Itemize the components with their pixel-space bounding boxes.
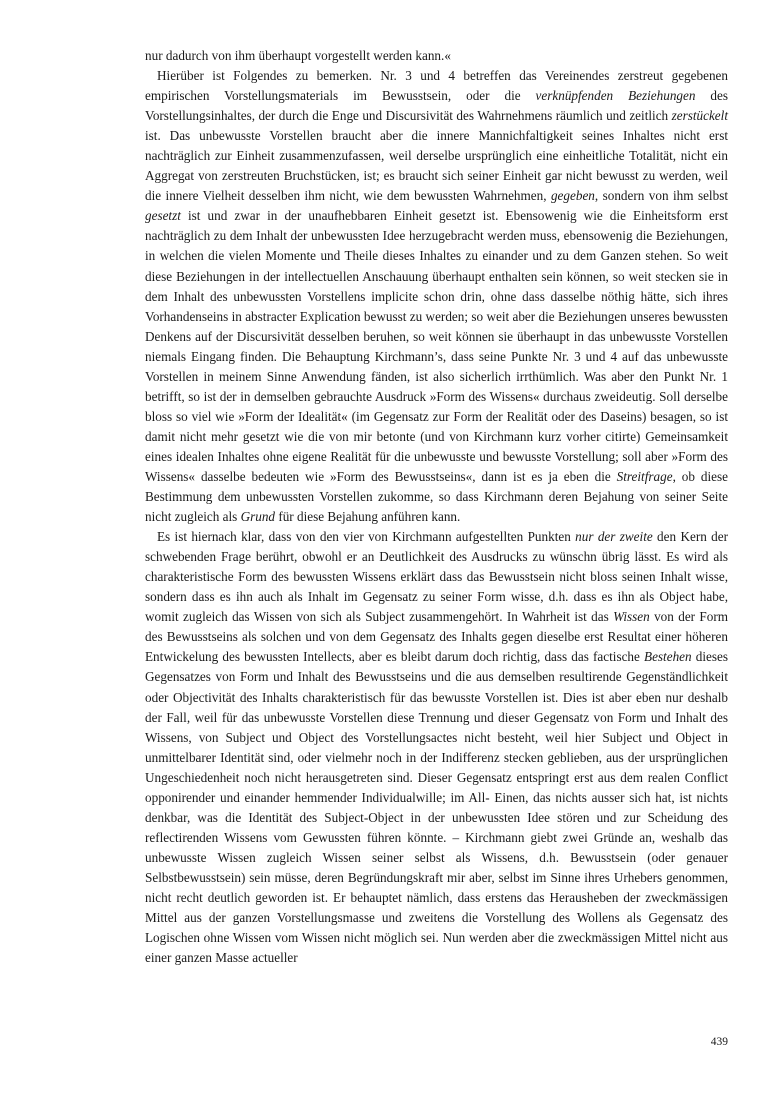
emphasized-text: Grund	[240, 509, 276, 525]
emphasized-text: gegeben	[550, 188, 595, 204]
text-run: Es ist hiernach klar, dass von den vier von Kirchmann aufgestellten Punkten	[157, 529, 576, 545]
text-run: Hierüber ist Folgendes zu bemerken. Nr. 3 und 4 betreffen das Vereinendes zerstreut gegebenen empirischen Vorstellungsmaterials im Bewusstsein, oder die	[145, 68, 728, 104]
emphasized-text: Bestehen	[644, 649, 692, 665]
emphasized-text: nur der zweite	[575, 529, 653, 545]
text-run: den Kern der schwebenden Frage berührt, obwohl er an Deutlichkeit des Ausdrucks zu wünschn übrig lässt. Es wird als charakteristische Form des bewussten Wissens erklärt dass das Bewusstsein nicht bloss seinen Inhalt wisse, sondern dass es ihn auch als Inhalt im Gegensatz zu seiner Form wisse, d.h. dass es ihn als Object habe, womit zugleich das Wissen von sich als Subject zusammengehört. In Wahrheit ist das	[145, 529, 728, 625]
emphasized-text: gesetzt	[145, 208, 181, 224]
emphasized-text: Streitfrage	[616, 468, 673, 484]
emphasized-text: Wissen	[613, 609, 650, 625]
emphasized-text: zerstückelt	[671, 108, 728, 124]
text-run: dieses Gegensatzes von Form und Inhalt des Bewusstseins und die aus demselben resultirende Gegenständlichkeit oder Objectivität des Inhalts charakteristisch für das bewusste Vorstellen ist. Dies ist aber eben nur deshalb der Fall, weil für das unbewusste Vorstellen diese Trennung und dieser Gegensatz von Form und Inhalt des Wissens, von Subject und Object des Vorstellungsactes nicht besteht, weil hier Subject und Object in unmittelbarer Identität sind, oder vielmehr noch in der Indifferenz stecken geblieben, aus der ursprünglichen Ungeschiedenheit noch nicht herausgetreten sind. Dieser Gegensatz entspringt erst aus dem realen Conflict opponirender und einander hemmender Individualwille; im All- Einen, das nichts ausser sich hat, ist nichts denkbar, was die Identität des Subject-Object in der unbewussten Idee stören und zur Scheidung des reflectirenden Wissens vom Gewussten führen könnte. – Kirchmann giebt zwei Gründe an, weshalb das unbewusste Wissen zugleich Wissen seiner selbst als Wissens, d.h. Bewusstsein (oder genauer Selbstbewusstsein) sein müsse, deren Begründungskraft mir aber, selbst im Sinne ihres Urhebers genommen, nicht recht deutlich geworden ist. Er behauptet nämlich, dass erstens das Herausheben der zweckmässigen Mittel aus der ganzen Vorstellungsmasse und zweitens die Vorstellung des Wollens als Gegensatz des Logischen ohne Wissen vom Wissen nicht möglich sei. Nun werden aber die zweckmässigen Mittel nicht aus einer ganzen Masse actueller	[145, 649, 728, 966]
paragraph-1	[145, 46, 728, 66]
text-run: ist. Das unbewusste Vorstellen braucht aber die innere Mannichfaltigkeit seines Inhaltes nicht erst nachträglich zur Einheit zusammenzufassen, weil derselbe ursprünglich eine einheitliche Totalität, nicht ein Aggregat von zerstreuten Bruchstücken, ist; es braucht sich seiner Einheit gar nicht bewusst zu werden, weil die innere Vielheit desselben ihm nicht, wie dem bewussten Wahrnehmen,	[145, 128, 728, 204]
text-run: nur dadurch von ihm überhaupt vorgestellt werden kann.«	[145, 48, 451, 63]
emphasized-text: verknüpfenden Beziehungen	[535, 88, 696, 104]
text-run: des Vorstellungsinhaltes, der durch die Enge und Discursivität des Wahrnehmens räumlich und zeitlich	[145, 88, 728, 124]
paragraph-2	[145, 66, 728, 527]
text-run: , ob diese Bestimmung dem unbewussten Vorstellen zukomme, so dass Kirchmann deren Bejahung von seiner Seite nicht zugleich als	[145, 468, 728, 525]
paragraph-3	[145, 527, 728, 968]
text-run: von der Form des Bewusstseins als solchen und von dem Gegensatz des Inhalts gegen dieselbe erst Resultat einer höheren Entwickelung des bewussten Intellects, aber es bleibt darum doch richtig, dass das factische	[145, 609, 728, 665]
page-number: 439	[710, 1036, 728, 1048]
text-run: für diese Bejahung anführen kann.	[275, 509, 461, 525]
book-page-text	[145, 46, 728, 968]
text-run: ist und zwar in der unaufhebbaren Einheit gesetzt ist. Ebensowenig wie die Einheitsform erst nachträglich zu dem Inhalt der unbewussten Idee herzugebracht werden muss, ebensowenig die Beziehungen, in welchen die vielen Momente und Theile dieses Inhaltes zu einander und zu dem Ganzen stehen. So weit diese Beziehungen in der intellectuellen Anschauung überhaupt enthalten sein können, so weit stecken sie in dem Inhalt des unbewussten Vorstellens implicite schon drin, ohne dass dasselbe nöthig hätte, sich ihres Vorhandenseins in abstracter Explication bewusst zu werden; so weit aber die Beziehungen unseres bewussten Denkens auf der Discursivität desselben beruhen, so weit können sie überhaupt in das unbewusste Vorstellen niemals Eingang finden. Die Behauptung Kirchmann’s, dass seine Punkte Nr. 3 und 4 auf das unbewusste Vorstellen in meinem Sinne Anwendung fänden, ist also sicherlich irrthümlich. Was aber den Punkt Nr. 1 betrifft, so ist der in demselben gebrauchte Ausdruck »Form des Wissens« durchaus zweideutig. Soll derselbe bloss so viel wie »Form der Idealität« (im Gegensatz zur Form der Realität oder des Daseins) besagen, so ist damit nicht mehr gesetzt wie die von mir betonte (und von Kirchmann kurz vorher citirte) Gemeinsamkeit eines idealen Inhaltes ohne eigene Realität für die unbewusste und bewusste Vorstellung; soll aber »Form des Wissens« dasselbe bedeuten wie »Form des Bewusstseins«, dann ist es ja eben die	[145, 208, 728, 484]
text-run: , sondern von ihm selbst	[594, 188, 728, 204]
